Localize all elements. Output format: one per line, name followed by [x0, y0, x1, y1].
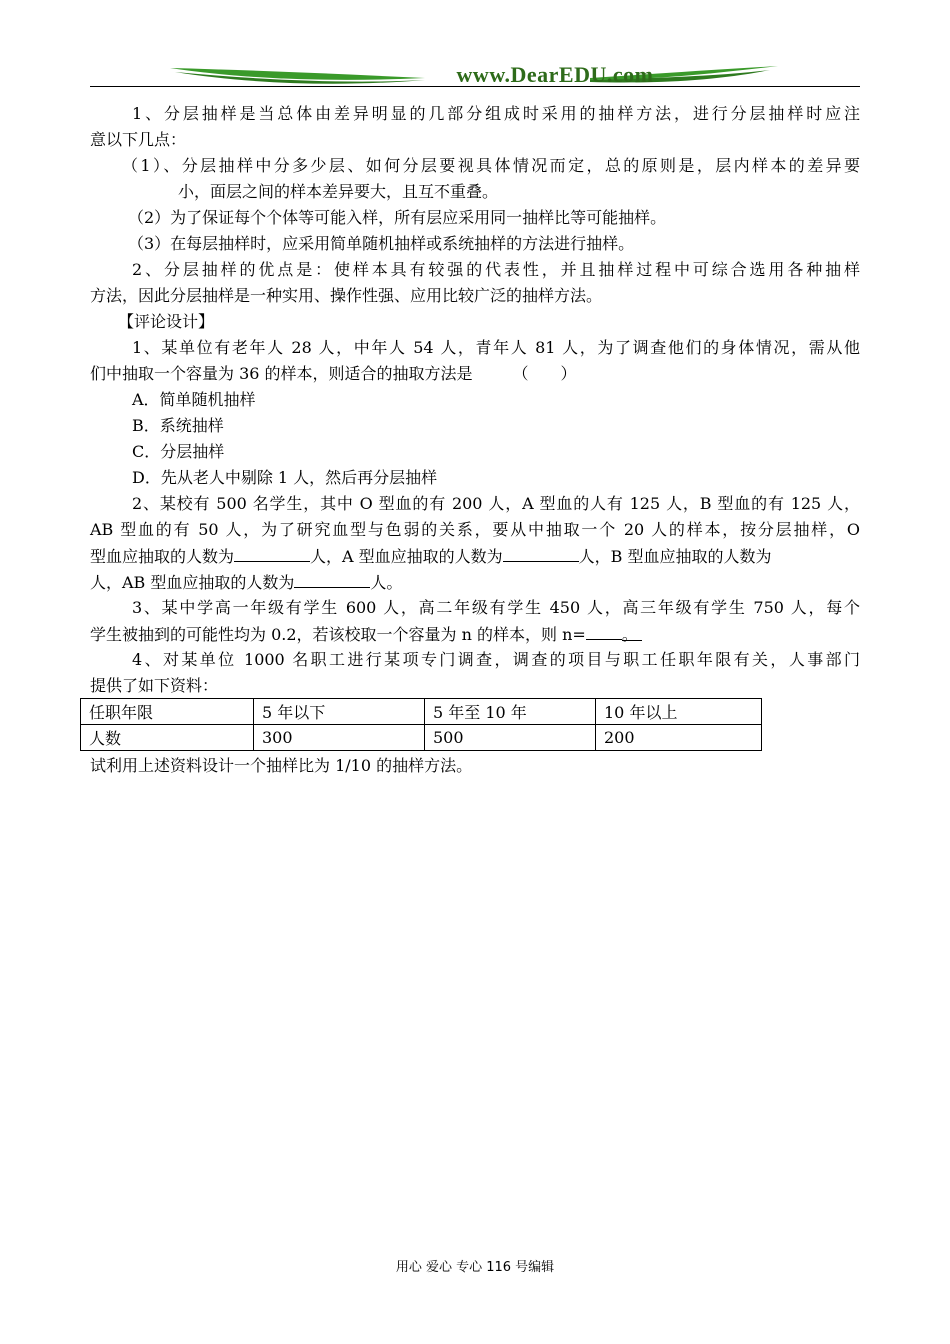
q3-text: 学生被抽到的可能性均为 0.2，若该校取一个容量为 n 的样本，则 n=	[90, 625, 586, 644]
option-b: B．系统抽样	[132, 416, 224, 435]
header-rule	[90, 86, 860, 87]
note-3: （3）在每层抽样时，应采用简单随机抽样或系统抽样的方法进行抽样。	[128, 234, 635, 253]
question-2-line-1: 2、某校有 500 名学生，其中 O 型血的有 200 人，A 型血的人有 125 人，B 型血的有 125 人，	[132, 494, 860, 513]
note-1-line-1: （1）、分层抽样中分多少层、如何分层要视具体情况而定，总的原则是，层内样本的差异要	[122, 156, 860, 175]
table-cell: 人数	[81, 725, 254, 751]
q2-text-b: 人，B 型血应抽取的人数为	[578, 547, 772, 566]
para-2-line-2: 方法，因此分层抽样是一种实用、操作性强、应用比较广泛的抽样方法。	[90, 286, 603, 305]
page-footer: 用心 爱心 专心 116 号编辑	[395, 1260, 555, 1275]
table-header-cell: 5 年以下	[254, 699, 425, 725]
table-cell: 200	[596, 725, 762, 751]
table-header-cell: 10 年以上	[596, 699, 762, 725]
blank-o-type[interactable]	[234, 543, 310, 562]
question-4-line-3: 试利用上述资料设计一个抽样比为 1/10 的抽样方法。	[90, 756, 473, 775]
table-row	[81, 699, 762, 725]
blank-n[interactable]	[586, 621, 622, 640]
para-2-line-1: 2、分层抽样的优点是：使样本具有较强的代表性，并且抽样过程中可综合选用各种抽样	[132, 260, 860, 279]
q2-text-o: 型血应抽取的人数为	[90, 547, 235, 566]
option-a: A．简单随机抽样	[132, 390, 256, 409]
table-cell: 500	[425, 725, 596, 751]
table-header-cell: 5 年至 10 年	[425, 699, 596, 725]
note-2: （2）为了保证每个个体等可能入样，所有层应采用同一抽样比等可能抽样。	[128, 208, 667, 227]
question-2-line-2: AB 型血的有 50 人，为了研究血型与色弱的关系，要从中抽取一个 20 人的样本，按分层抽样，O	[90, 520, 860, 539]
q3-end: 。	[622, 622, 642, 641]
q2-text-end: 人。	[370, 573, 403, 592]
blank-ab-type[interactable]	[294, 569, 370, 588]
blank-a-type[interactable]	[503, 543, 579, 562]
question-1-line-1: 1、某单位有老年人 28 人，中年人 54 人，青年人 81 人，为了调查他们的身体情况，需从他	[132, 338, 860, 357]
option-c: C．分层抽样	[132, 442, 225, 461]
question-2-line-3	[90, 543, 860, 570]
question-1-line-2: 们中抽取一个容量为 36 的样本，则适合的抽取方法是 （ ）	[90, 364, 577, 383]
question-2-line-4	[90, 569, 402, 596]
table-row	[81, 725, 762, 751]
table-cell: 300	[254, 725, 425, 751]
site-logo-text: www.DearEDU.com	[456, 62, 654, 87]
q2-text-a: 人，A 型血应抽取的人数为	[310, 547, 503, 566]
tenure-table	[80, 698, 762, 751]
q2-text-ab: 人，AB 型血应抽取的人数为	[90, 573, 295, 592]
question-3-line-1: 3、某中学高一年级有学生 600 人，高二年级有学生 450 人，高三年级有学生 750 人，每个	[132, 598, 860, 617]
question-4-line-1: 4、对某单位 1000 名职工进行某项专门调查，调查的项目与职工任职年限有关，人事部门	[132, 650, 860, 669]
note-1-line-2: 小，面层之间的样本差异要大，且互不重叠。	[178, 182, 499, 201]
table-header-cell: 任职年限	[81, 699, 254, 725]
section-heading: 【评论设计】	[118, 312, 215, 331]
para-1-line-2: 意以下几点：	[90, 130, 187, 149]
option-d: D．先从老人中剔除 1 人，然后再分层抽样	[132, 468, 438, 487]
para-1-line-1: 1、分层抽样是当总体由差异明显的几部分组成时采用的抽样方法，进行分层抽样时应注	[132, 104, 860, 123]
question-3-line-2	[90, 621, 642, 648]
question-4-line-2: 提供了如下资料：	[90, 676, 219, 695]
